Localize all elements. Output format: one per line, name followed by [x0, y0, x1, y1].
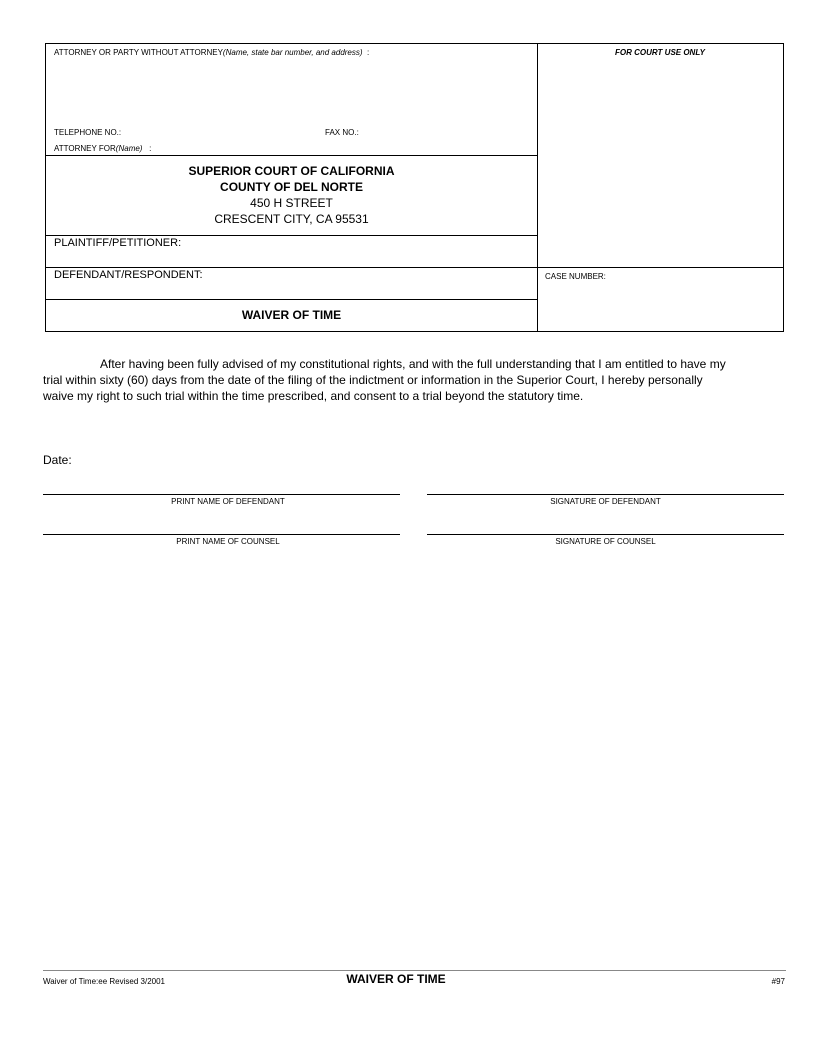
case-number-label: CASE NUMBER:: [545, 272, 606, 281]
attorney-for-label: ATTORNEY FOR: [54, 144, 116, 153]
sig-defendant-line[interactable]: [427, 494, 784, 495]
body-line-3: waive my right to such trial within the time prescribed, and consent to a trial beyond the statutory time.: [43, 389, 584, 403]
attorney-hint: (Name, state bar number, and address): [222, 48, 363, 57]
rule-plaintiff-bottom: [45, 267, 784, 268]
court-use-label: FOR COURT USE ONLY: [615, 48, 705, 57]
court-county: COUNTY OF DEL NORTE: [220, 180, 363, 194]
footer-right: #97: [771, 977, 785, 986]
rule-defendant-bottom: [45, 299, 538, 300]
date-label: Date:: [43, 453, 72, 467]
rule-court-bottom: [45, 235, 538, 236]
attorney-for-row: [54, 144, 151, 153]
court-street: 450 H STREET: [250, 196, 333, 210]
footer-left: Waiver of Time:ee Revised 3/2001: [43, 977, 165, 986]
court-city: CRESCENT CITY, CA 95531: [214, 212, 369, 226]
print-defendant-label: PRINT NAME OF DEFENDANT: [171, 497, 285, 506]
body-line-2: trial within sixty (60) days from the date of the filing of the indictment or information in the Superior Court, I hereby personally: [43, 373, 703, 387]
caption-form-title: WAIVER OF TIME: [241, 308, 342, 322]
court-name: SUPERIOR COURT OF CALIFORNIA: [188, 164, 395, 178]
print-defendant-line[interactable]: [43, 494, 400, 495]
sig-counsel-line[interactable]: [427, 534, 784, 535]
attorney-colon: :: [367, 48, 370, 57]
defendant-label: DEFENDANT/RESPONDENT:: [54, 269, 203, 281]
print-counsel-label: PRINT NAME OF COUNSEL: [176, 537, 280, 546]
footer-rule: [43, 970, 786, 971]
rule-attorney-bottom: [45, 155, 538, 156]
telephone-label: TELEPHONE NO.:: [54, 128, 122, 137]
body-line-1: After having been fully advised of my constitutional rights, and with the full understanding that I am entitled to have my: [100, 357, 726, 371]
attorney-label: ATTORNEY OR PARTY WITHOUT ATTORNEY: [54, 48, 223, 57]
fax-label: FAX NO.:: [325, 128, 359, 137]
sig-defendant-label: SIGNATURE OF DEFENDANT: [550, 497, 661, 506]
sig-counsel-label: SIGNATURE OF COUNSEL: [555, 537, 656, 546]
attorney-for-hint: (Name): [115, 144, 143, 153]
footer-title: WAIVER OF TIME: [346, 972, 446, 986]
attorney-label-row: [54, 48, 369, 57]
attorney-for-colon: :: [149, 144, 152, 153]
plaintiff-label: PLAINTIFF/PETITIONER:: [54, 237, 182, 249]
print-counsel-line[interactable]: [43, 534, 400, 535]
